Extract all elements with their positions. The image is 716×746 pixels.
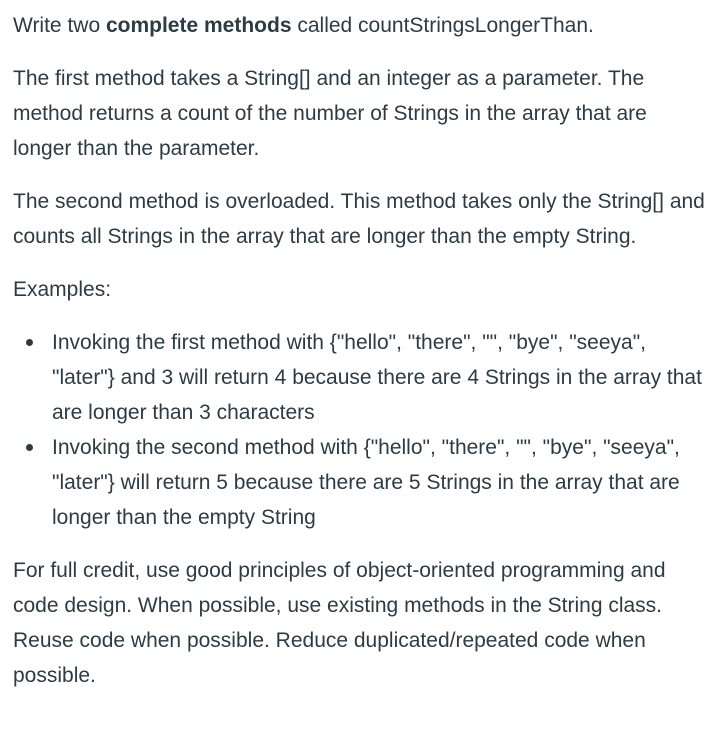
examples-list <box>13 325 706 535</box>
intro-prefix: Write two <box>13 14 106 37</box>
examples-heading: Examples: <box>13 278 112 301</box>
intro-paragraph <box>13 8 706 43</box>
closing-paragraph: For full credit, use good principles of object-oriented programming and code design. When possible, use existing methods in the String class. Reuse code when possible. Reduce duplicated/repeated code when possible. <box>13 559 666 687</box>
list-item <box>52 325 706 430</box>
intro-bold-text: complete methods <box>105 14 292 37</box>
second-method-paragraph: The second method is overloaded. This method takes only the String[] and counts all Strings in the array that are longer than the empty String. <box>13 190 705 248</box>
example-text: Invoking the second method with {"hello", "there", "", "bye", "seeya", "later"} will return 5 because there are 5 Strings in the array that are longer than the empty String <box>52 436 680 529</box>
intro-suffix: called countStringsLongerThan. <box>291 14 594 37</box>
example-text: Invoking the first method with {"hello", "there", "", "bye", "seeya", "later"} and 3 will return 4 because there are 4 Strings in the array that are longer than 3 characters <box>52 331 702 424</box>
first-method-paragraph: The first method takes a String[] and an integer as a parameter. The method returns a count of the number of Strings in the array that are longer than the parameter. <box>13 67 647 160</box>
list-item <box>52 430 706 535</box>
